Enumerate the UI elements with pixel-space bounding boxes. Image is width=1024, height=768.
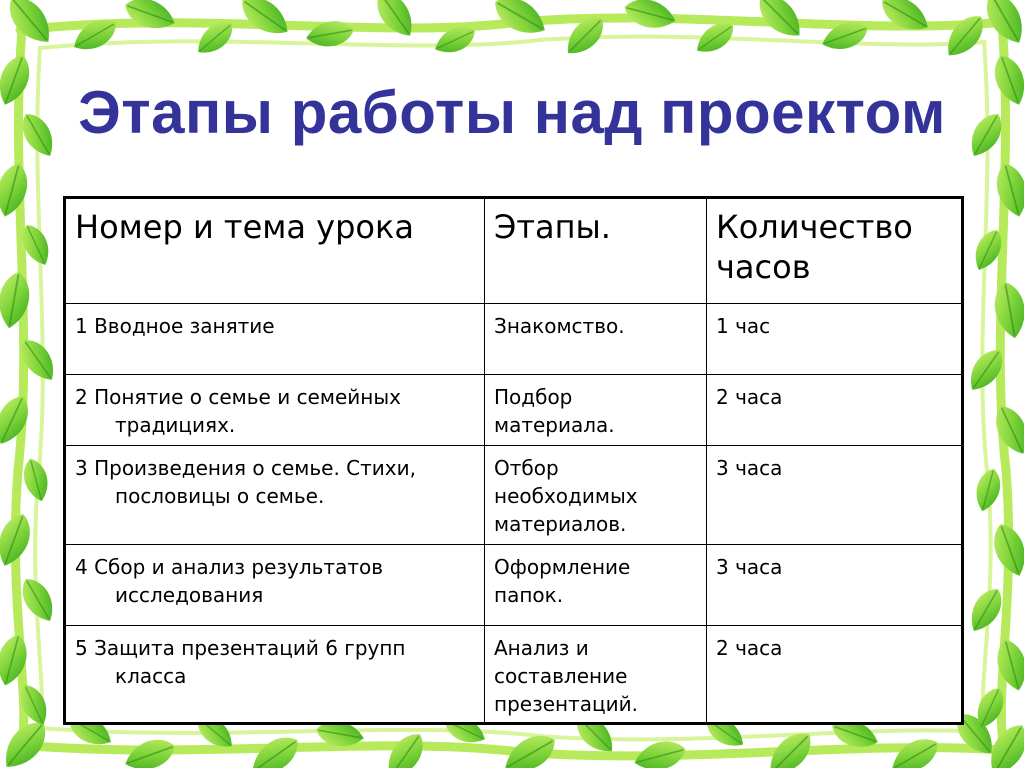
cell-hours: 3 часа bbox=[707, 446, 963, 545]
table-row bbox=[65, 446, 963, 545]
cell-hours: 3 часа bbox=[707, 545, 963, 626]
topic-text: 3 Произведения о семье. Стихи, пословицы о семье. bbox=[75, 456, 416, 508]
cell-topic bbox=[65, 375, 485, 446]
cell-topic bbox=[65, 545, 485, 626]
header-hours: Количество часов bbox=[707, 198, 963, 304]
cell-stage: Подбор материала. bbox=[485, 375, 707, 446]
topic-text: 2 Понятие о семье и семейных традициях. bbox=[75, 385, 401, 437]
cell-stage: Отбор необходимых материалов. bbox=[485, 446, 707, 545]
table-row bbox=[65, 375, 963, 446]
slide-title: Этапы работы над проектом bbox=[78, 79, 946, 146]
topic-text: 1 Вводное занятие bbox=[75, 314, 275, 338]
header-topic: Номер и тема урока bbox=[65, 198, 485, 304]
cell-topic bbox=[65, 304, 485, 375]
header-stages: Этапы. bbox=[485, 198, 707, 304]
cell-hours: 2 часа bbox=[707, 375, 963, 446]
cell-stage: Оформление папок. bbox=[485, 545, 707, 626]
table-row bbox=[65, 545, 963, 626]
table-header-row bbox=[65, 198, 963, 304]
cell-hours: 2 часа bbox=[707, 626, 963, 724]
table-row bbox=[65, 304, 963, 375]
cell-hours: 1 час bbox=[707, 304, 963, 375]
topic-text: 5 Защита презентаций 6 групп класса bbox=[75, 636, 406, 688]
topic-text: 4 Сбор и анализ результатов исследования bbox=[75, 555, 384, 607]
table-row bbox=[65, 626, 963, 724]
cell-topic bbox=[65, 446, 485, 545]
project-stages-table bbox=[63, 196, 964, 725]
cell-stage: Знакомство. bbox=[485, 304, 707, 375]
cell-topic bbox=[65, 626, 485, 724]
cell-stage: Анализ и составление презентаций. bbox=[485, 626, 707, 724]
